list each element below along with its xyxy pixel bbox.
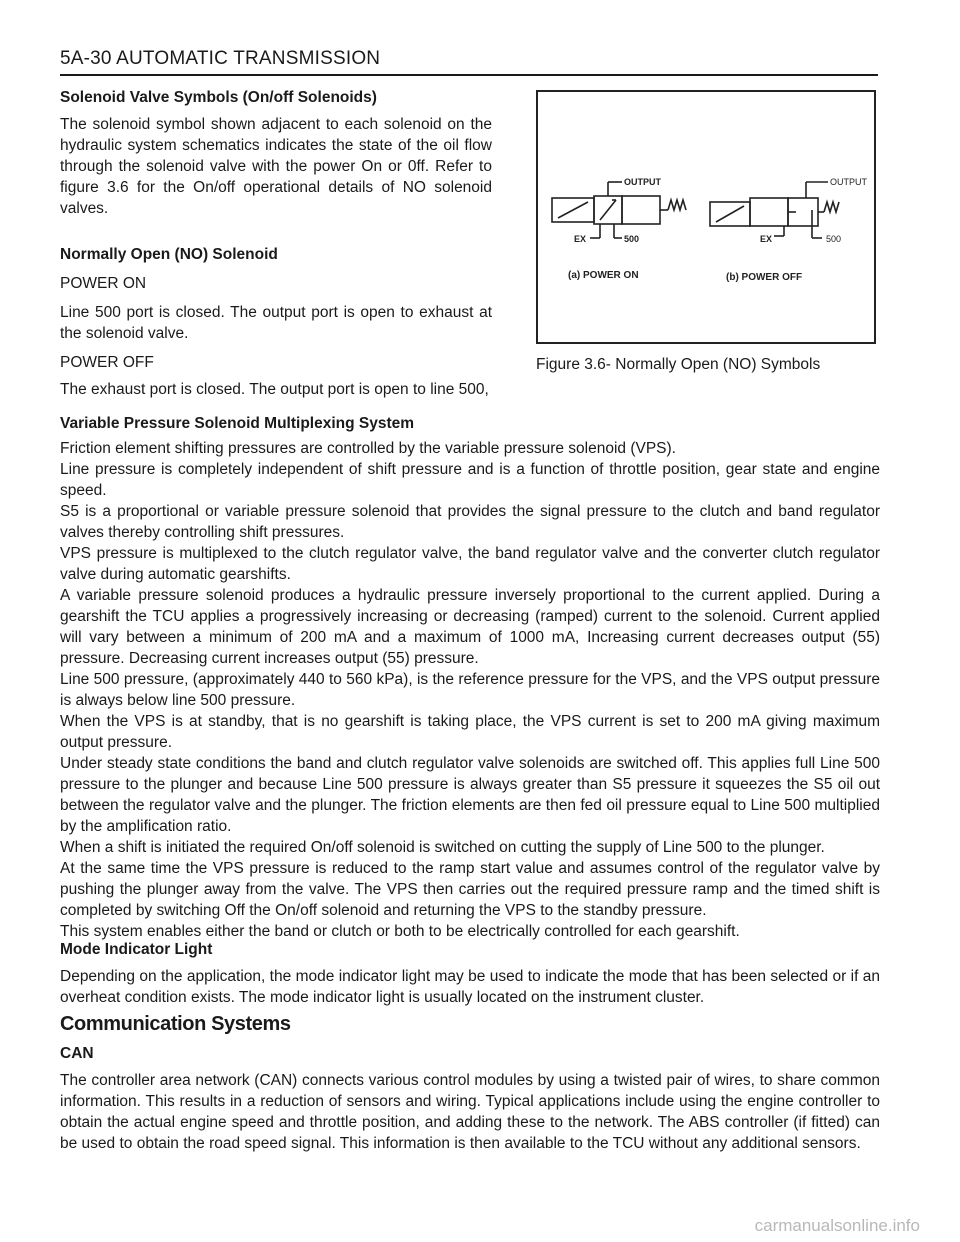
power-off-label: POWER OFF bbox=[60, 354, 154, 371]
b-power-off-label: (b) POWER OFF bbox=[726, 272, 803, 283]
a-ex-label: EX bbox=[574, 234, 587, 244]
mode-light-heading: Mode Indicator Light bbox=[60, 941, 213, 958]
b-output-label: OUTPUT bbox=[830, 177, 867, 187]
solenoid-symbols-body: The solenoid symbol shown adjacent to each solenoid on the hydraulic system schematics indicates the state of the oil flow through the solenoid valve with the power On or 0ff. Refer to figure 3.6 for the On/off operational details of NO solenoid valves. bbox=[60, 116, 492, 217]
figure-frame bbox=[536, 90, 876, 344]
vps-paragraph: When a shift is initiated the required On/off solenoid is switched on cutting the supply of Line 500 to the plunger. bbox=[60, 839, 825, 856]
figure-caption: Figure 3.6- Normally Open (NO) Symbols bbox=[536, 356, 821, 373]
vps-paragraph: At the same time the VPS pressure is reduced to the ramp start value and assumes control of the regulator valve by pushing the plunger away from the valve. The VPS then carries out the required pressure ramp and the timed shift is completed by switching Off the On/off solenoid and returning the VPS to the standby pressure. bbox=[60, 860, 880, 919]
power-on-label: POWER ON bbox=[60, 275, 147, 292]
page-header bbox=[60, 48, 878, 76]
vps-paragraph: When the VPS is at standby, that is no gearshift is taking place, the VPS current is set to 200 mA giving maximum output pressure. bbox=[60, 713, 880, 751]
communication-heading: Communication Systems bbox=[60, 1013, 291, 1035]
a-output-label: OUTPUT bbox=[624, 177, 661, 187]
vps-paragraph: This system enables either the band or clutch or both to be electrically controlled for each gearshift. bbox=[60, 923, 740, 940]
power-on-text: Line 500 port is closed. The output port is open to exhaust at the solenoid valve. bbox=[60, 304, 492, 342]
no-solenoid-heading: Normally Open (NO) Solenoid bbox=[60, 246, 278, 263]
solenoid-diagram bbox=[538, 92, 874, 342]
solenoid-symbols-heading: Solenoid Valve Symbols (On/off Solenoids) bbox=[60, 89, 377, 106]
figure-3-6 bbox=[536, 90, 878, 374]
vps-paragraph: Friction element shifting pressures are controlled by the variable pressure solenoid (VPS). bbox=[60, 440, 676, 457]
vps-paragraph: A variable pressure solenoid produces a hydraulic pressure inversely proportional to the current applied. During a gearshift the TCU applies a progressively increasing or decreasing (ramped) current to the solenoid. Current applied will vary between a minimum of 200 mA and a maximum of 1000 mA, Increasing current decreases output (55) pressure. Decreasing current increases output (55) pressure. bbox=[60, 587, 880, 667]
can-body: The controller area network (CAN) connects various control modules by using a twisted pair of wires, to share common information. This results in a reduction of sensors and wiring. Typical applications include using the engine controller to obtain the actual engine speed and throttle position, and adding these to the network. The ABS controller (if fitted) can be used to obtain the road speed signal. This information is then available to the TCU without any additional sensors. bbox=[60, 1072, 880, 1152]
vps-heading: Variable Pressure Solenoid Multiplexing System bbox=[60, 415, 415, 432]
left-column bbox=[60, 88, 492, 400]
vps-paragraph: Line pressure is completely independent of shift pressure and is a function of throttle position, gear state and engine speed. bbox=[60, 461, 880, 499]
a-500-label: 500 bbox=[624, 234, 640, 244]
watermark: carmanualsonline.info bbox=[754, 1216, 920, 1235]
vps-section bbox=[60, 414, 880, 942]
communication-section bbox=[60, 1013, 880, 1154]
vps-paragraph: VPS pressure is multiplexed to the clutch regulator valve, the band regulator valve and the converter clutch regulator valve during automatic gearshifts. bbox=[60, 545, 880, 583]
a-power-on-label: (a) POWER ON bbox=[568, 270, 639, 281]
can-heading: CAN bbox=[60, 1045, 94, 1062]
vps-paragraph: Under steady state conditions the band and clutch regulator valve solenoids are switched off. This applies full Line 500 pressure to the plunger and because Line 500 pressure is always greater than S5 pressure it squeezes the S5 oil out between the regulator valve and the plunger. The friction elements are then fed oil pressure equal to Line 500 multiplied by the amplification ratio. bbox=[60, 755, 880, 835]
mode-light-body: Depending on the application, the mode indicator light may be used to indicate the mode that has been selected or if an overheat condition exists. The mode indicator light is usually located on the instrument cluster. bbox=[60, 968, 880, 1006]
power-off-text: The exhaust port is closed. The output port is open to line 500, bbox=[60, 381, 489, 398]
page-title: 5A-30 AUTOMATIC TRANSMISSION bbox=[60, 48, 381, 69]
mode-light-section bbox=[60, 940, 880, 1008]
b-500-label: 500 bbox=[826, 234, 842, 244]
b-ex-label: EX bbox=[760, 234, 773, 244]
vps-paragraph: Line 500 pressure, (approximately 440 to 560 kPa), is the reference pressure for the VPS, and the VPS output pressure is always below line 500 pressure. bbox=[60, 671, 880, 709]
vps-paragraph: S5 is a proportional or variable pressure solenoid that provides the signal pressure to the clutch and band regulator valves thereby controlling shift pressures. bbox=[60, 503, 880, 541]
